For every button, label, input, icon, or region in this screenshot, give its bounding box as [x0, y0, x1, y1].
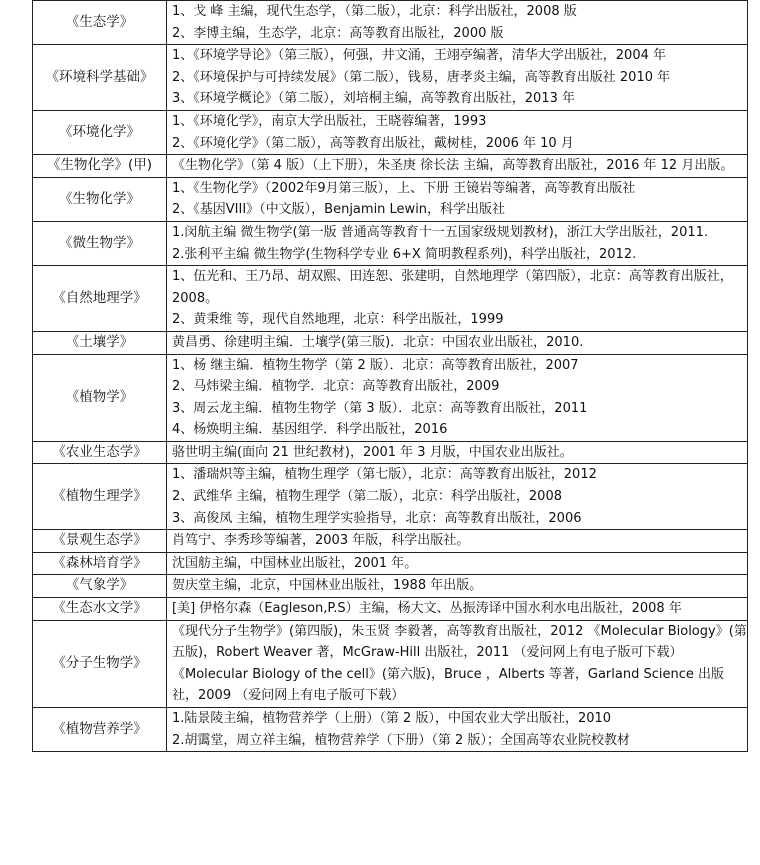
reference-cell [167, 110, 748, 154]
course-name: 《森林培育学》 [33, 552, 167, 575]
course-name: 《农业生态学》 [33, 441, 167, 464]
table-row [33, 464, 748, 530]
reference-cell [167, 708, 748, 752]
reference-entry: 3、《环境学概论》（第二版），刘培桐主编，高等教育出版社，2013 年 [172, 91, 575, 107]
reference-entry: 2、武维华 主编，植物生理学（第二版），北京：科学出版社，2008 [172, 489, 562, 505]
course-name: 《植物学》 [33, 354, 167, 441]
reference-cell [167, 45, 748, 111]
reference-cell [167, 552, 748, 575]
reference-cell [167, 1, 748, 45]
reference-entry: 2.胡霭堂，周立祥主编，植物营养学（下册）（第 2 版）；全国高等农业院校教材 [172, 732, 630, 748]
course-name: 《气象学》 [33, 575, 167, 598]
reference-entry: 2、《基因VIII》（中文版），Benjamin Lewin，科学出版社 [172, 202, 506, 218]
reference-entry: 1、潘瑞炽等主编，植物生理学（第七版），北京：高等教育出版社，2012 [172, 467, 597, 483]
reference-entry: 2、李博主编，生态学，北京：高等教育出版社，2000 版 [172, 25, 504, 41]
table-row [33, 110, 748, 154]
reference-cell [167, 221, 748, 265]
table-row [33, 575, 748, 598]
table-row [33, 354, 748, 441]
table-row [33, 552, 748, 575]
table-row [33, 708, 748, 752]
reference-cell [167, 530, 748, 553]
reference-entry: 1、伍光和、王乃昂、胡双熙、田连恕、张建明，自然地理学（第四版），北京：高等教育出版社，2008。 [172, 269, 733, 306]
reference-entry: 1、《环境化学》，南京大学出版社，王晓蓉编著，1993 [172, 113, 487, 129]
reference-cell [167, 331, 748, 354]
course-name: 《生态学》 [33, 1, 167, 45]
reference-entry: 1.陆景陵主编，植物营养学（上册）（第 2 版），中国农业大学出版社，2010 [172, 711, 612, 726]
reference-entry: 骆世明主编(面向 21 世纪教材)，2001 年 3 月版，中国农业出版社。 [172, 444, 573, 460]
reference-entry: 肖笃宁、李秀珍等编著，2003 年版，科学出版社。 [172, 533, 470, 549]
reference-entry: 1.闵航主编 微生物学(第一版 普通高等教育十一五国家级规划教材)，浙江大学出版社，2011. [172, 224, 709, 240]
course-name: 《土壤学》 [33, 331, 167, 354]
reference-cell [167, 575, 748, 598]
table-row [33, 177, 748, 221]
table-row [33, 598, 748, 621]
course-name: 《微生物学》 [33, 221, 167, 265]
course-name: 《分子生物学》 [33, 620, 167, 707]
course-name: 《生物化学》 [33, 177, 167, 221]
reference-entry: [美] 伊格尔森（Eagleson,P.S）主编，杨大文、丛振涛译中国水利水电出版社，2008 年 [172, 601, 682, 617]
reference-entry: 《生物化学》（第 4 版）（上下册），朱圣庚 徐长法 主编，高等教育出版社，2016 年 12 月出版。 [172, 158, 734, 174]
reference-entry: 3、高俊凤 主编，植物生理学实验指导，北京：高等教育出版社，2006 [172, 510, 582, 526]
reference-cell [167, 620, 748, 707]
table-row [33, 1, 748, 45]
reference-entry: 2、马炜梁主编．植物学．北京：高等教育出版社，2009 [172, 379, 500, 395]
table-row [33, 441, 748, 464]
table-row [33, 155, 748, 178]
table-row [33, 221, 748, 265]
reference-entry: 1、杨 继主编．植物生物学（第 2 版）．北京：高等教育出版社，2007 [172, 357, 579, 373]
course-name: 《环境科学基础》 [33, 45, 167, 111]
reference-cell [167, 598, 748, 621]
reference-cell [167, 441, 748, 464]
reference-entry: 4、杨焕明主编．基因组学．科学出版社，2016 [172, 422, 448, 438]
reference-entry: 1、戈 峰 主编，现代生态学，（第二版），北京：科学出版社，2008 版 [172, 4, 577, 19]
reference-cell [167, 464, 748, 530]
course-name: 《植物营养学》 [33, 708, 167, 752]
course-name: 《植物生理学》 [33, 464, 167, 530]
reference-table [32, 0, 748, 752]
course-name: 《生物化学》(甲) [33, 155, 167, 178]
table-row [33, 530, 748, 553]
reference-cell [167, 354, 748, 441]
reference-entry: 黄昌勇、徐建明主编．土壤学(第三版)．北京：中国农业出版社，2010. [172, 334, 584, 350]
course-name: 《生态水文学》 [33, 598, 167, 621]
table-row [33, 266, 748, 332]
reference-entry: 《现代分子生物学》(第四版)，朱玉贤 李毅著，高等教育出版社，2012 《Molecular Biology》(第五版)，Robert Weaver 著，McGraw-Hill 出版社，2011 （爱问网上有电子版可下载） 《Molecular Biology of the cell》(第六版)，Bruce ，Alberts 等著，Garland Science 出版社，2009 （爱问网上有电子版可下载） [172, 623, 747, 704]
reference-entry: 1、《环境学导论》（第三版），何强，井文涌，王翊亭编著，清华大学出版社，2004 年 [172, 48, 666, 64]
table-row [33, 45, 748, 111]
reference-entry: 1、《生物化学》（2002年9月第三版），上、下册 王镜岩等编著，高等教育出版社 [172, 180, 636, 196]
reference-entry: 2、《环境化学》（第二版），高等教育出版社，戴树桂，2006 年 10 月 [172, 135, 574, 151]
table-row [33, 331, 748, 354]
reference-cell [167, 266, 748, 332]
reference-entry: 2、黄秉维 等，现代自然地理，北京：科学出版社，1999 [172, 312, 504, 328]
reference-entry: 贺庆堂主编，北京，中国林业出版社，1988 年出版。 [172, 578, 483, 594]
course-name: 《自然地理学》 [33, 266, 167, 332]
course-name: 《环境化学》 [33, 110, 167, 154]
course-name: 《景观生态学》 [33, 530, 167, 553]
table-row [33, 620, 748, 707]
reference-entry: 2、《环境保护与可持续发展》（第二版），钱易，唐孝炎主编，高等教育出版社 2010 年 [172, 69, 671, 85]
reference-cell [167, 177, 748, 221]
reference-entry: 3、周云龙主编．植物生物学（第 3 版）．北京：高等教育出版社，2011 [172, 400, 588, 416]
reference-cell [167, 155, 748, 178]
reference-entry: 2.张利平主编 微生物学(生物科学专业 6+X 简明教程系列)，科学出版社，2012. [172, 246, 637, 262]
reference-entry: 沈国舫主编，中国林业出版社，2001 年。 [172, 555, 418, 571]
